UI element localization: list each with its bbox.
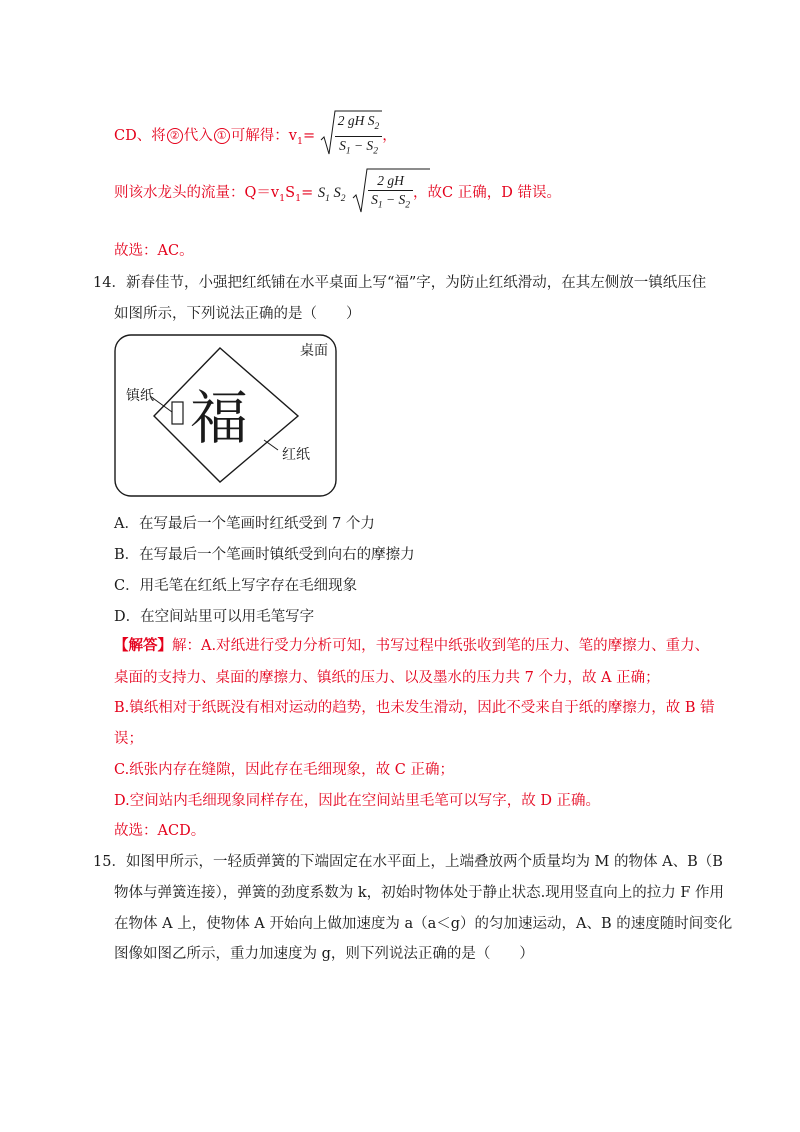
solution13-answer: 故选：AC。 [114, 243, 194, 259]
paper-label: 红纸 [282, 447, 310, 463]
flow-formula [352, 170, 413, 216]
cd-prefix: CD、将 [114, 128, 166, 145]
mid-text-1: 代入 [183, 128, 213, 145]
circle-1: ① [214, 128, 230, 144]
mid-text-2: 可解得：v [230, 128, 297, 145]
solution13-velocity-line [114, 112, 397, 156]
q14-analysis-line3: B.镇纸相对于纸既没有相对运动的趋势，也未发生滑动，因此不受来自于纸的摩擦力，故 B 错 [114, 700, 715, 716]
paperweight-rect [172, 402, 183, 424]
flow-area-product: $S_1$ $S_2$ [317, 185, 346, 204]
q14-option-c: C．用毛笔在红纸上写字存在毛细现象 [114, 578, 358, 594]
q14-option-d: D．在空间站里可以用毛笔写字 [114, 609, 315, 625]
flow-prefix: 则该水龙头的流量：Q＝v [114, 185, 280, 201]
table-label: 桌面 [300, 343, 328, 359]
q15-stem-line1: 15．如图甲所示，一轻质弹簧的下端固定在水平面上，上端叠放两个质量均为 M 的物体 A、B（B [93, 854, 723, 870]
q15-stem-line4: 图像如图乙所示，重力加速度为 g，则下列说法正确的是（ ） [114, 946, 534, 962]
flow-fraction: $\frac{2 gH}{S_1 - S_2}$ [368, 172, 413, 215]
analysis-tag: 【解答】 [114, 637, 172, 654]
sqrt-sign-2 [352, 168, 430, 214]
q14-analysis-line2: 桌面的支持力、桌面的摩擦力、镇纸的压力、以及墨水的压力共 7 个力，故 A 正确； [114, 670, 660, 686]
velocity-formula [320, 112, 383, 160]
flow-suffix: ，故C 正确，D 错误。 [413, 185, 561, 201]
velocity-fraction: $\frac{2 gH S_2}{S_1 - S_2}$ [335, 112, 383, 160]
q14-analysis-line5: C.纸张内存在缝隙，因此存在毛细现象，故 C 正确； [114, 762, 454, 778]
q14-option-a: A．在写最后一个笔画时红纸受到 7 个力 [114, 516, 375, 532]
q14-stem-line1: 14．新春佳节，小强把红纸铺在水平桌面上写“福”字，为防止红纸滑动，在其左侧放一镇纸压住 [93, 275, 707, 291]
q15-stem-line3: 在物体 A 上，使物体 A 开始向上做加速度为 a（a＜g）的匀加速运动，A、B 的速度随时间变化 [114, 916, 733, 932]
q14-analysis-line1: 【解答】解：A.对纸进行受力分析可知，书写过程中纸张收到笔的压力、笔的摩擦力、重力、 [114, 637, 710, 654]
equals-sign: = [302, 128, 316, 145]
paperweight-label: 镇纸 [126, 388, 154, 404]
q15-stem-line2: 物体与弹簧连接），弹簧的劲度系数为 k，初始时物体处于静止状态.现用竖直向上的拉力 F 作用 [114, 885, 725, 901]
q14-analysis-line6: D.空间站内毛细现象同样存在，因此在空间站里毛笔可以写字，故 D 正确。 [114, 793, 601, 809]
sqrt-sign-1 [320, 110, 382, 156]
q14-option-b: B．在写最后一个笔画时镇纸受到向右的摩擦力 [114, 547, 415, 563]
q14-analysis-line4: 误； [114, 731, 143, 747]
q14-figure [114, 334, 338, 502]
fu-character: 福 [190, 384, 249, 452]
q14-answer: 故选：ACD。 [114, 823, 206, 839]
v-subscript: 1 [296, 136, 303, 148]
q14-stem-line2: 如图所示，下列说法正确的是（ ） [114, 306, 361, 322]
circle-2: ② [167, 128, 183, 144]
solution13-flow-line: 则该水龙头的流量：$Q=v_1S_1= S_1$ $S_2$ $\frac{2 gH}{S_1 - S_2}$ ，故C 正确，D 错误。 [114, 170, 561, 216]
comma: ， [382, 128, 397, 145]
